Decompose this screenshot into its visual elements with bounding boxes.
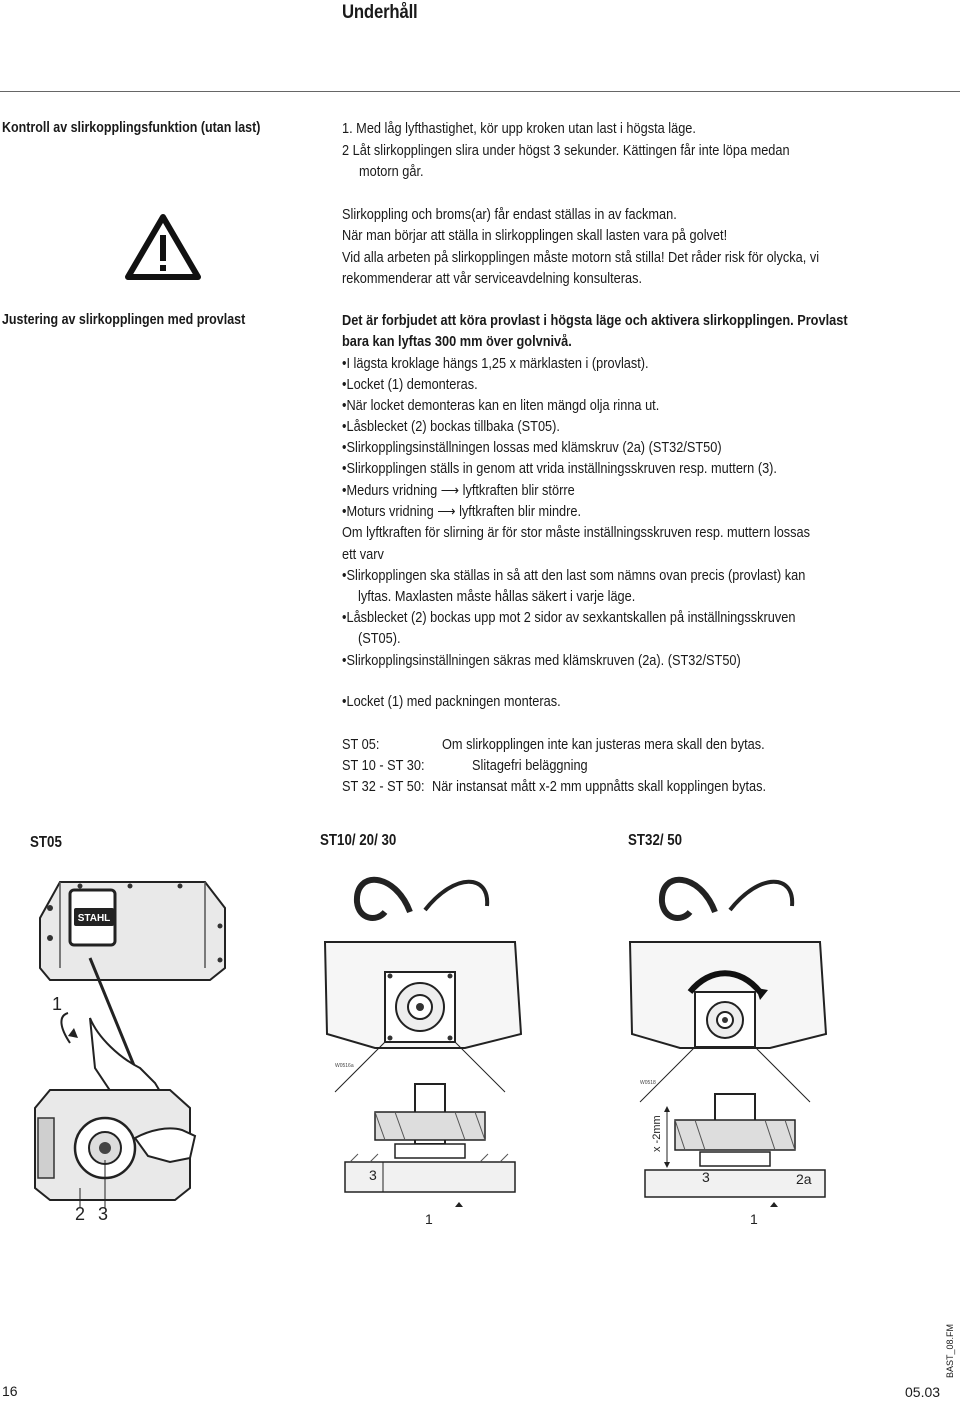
st10-callout-3: 3 — [369, 1167, 377, 1183]
warning-line-3: Vid alla arbeten på slirkopplingen måste motorn stå stilla! Det råder risk för olycka, vi — [342, 250, 820, 266]
list-item: •I lägsta kroklage hängs 1,25 x märklasten i (provlast). — [342, 356, 649, 372]
list-item: •Locket (1) med packningen monteras. — [342, 694, 561, 710]
st10-figure — [315, 862, 530, 1227]
header-divider — [0, 91, 960, 92]
list-item: •Moturs vridning ⟶ lyftkraften blir mindre. — [342, 504, 582, 520]
warning-line-1: Slirkoppling och broms(ar) får endast ställas in av fackman. — [342, 207, 677, 223]
paragraph-line-2: ett varv — [342, 547, 384, 563]
st32-figure-code: W0518 — [640, 1080, 656, 1086]
st32-callout-1: 1 — [750, 1211, 758, 1227]
table-row-key: ST 32 - ST 50: — [342, 779, 425, 795]
figure-label-st32: ST32/ 50 — [628, 832, 683, 849]
st05-brand: STAHL — [77, 913, 111, 924]
step-1: 1. Med låg lyfthastighet, kör upp kroken utan last i högsta läge. — [342, 121, 696, 137]
page-number: 16 — [2, 1383, 18, 1399]
list-item: •Slirkopplingen ska ställas in så att den last som nämns ovan precis (provlast) kan — [342, 568, 806, 584]
section-label-slirkoppling-check: Kontroll av slirkopplingsfunktion (utan last) — [2, 120, 261, 136]
st05-figure — [20, 868, 280, 1228]
warning-triangle-icon — [124, 213, 202, 281]
st05-callout-3: 3 — [98, 1204, 109, 1224]
document-date: 05.03 — [905, 1384, 941, 1400]
file-reference: BAST_08.FM — [945, 1323, 955, 1378]
st32-callout-2a: 2a — [796, 1171, 812, 1187]
figure-label-st05: ST05 — [30, 834, 62, 851]
step-2-continued: motorn går. — [359, 164, 424, 180]
step-2: 2 Låt slirkopplingen slira under högst 3 sekunder. Kättingen får inte löpa medan — [342, 143, 790, 159]
list-item: •Slirkopplingsinställningen lossas med klämskruv (2a) (ST32/ST50) — [342, 440, 722, 456]
st32-figure — [620, 862, 835, 1227]
st32-dim-label: x -2mm — [651, 1115, 663, 1152]
list-item: •När locket demonteras kan en liten mängd olja rinna ut. — [342, 398, 660, 414]
list-item-continued: lyftas. Maxlasten måste hållas säkert i varje läge. — [358, 589, 636, 605]
st05-callout-2: 2 — [75, 1204, 86, 1224]
paragraph-line-1: Om lyftkraften för slirning är för stor måste inställningsskruven resp. muttern lossas — [342, 525, 811, 541]
table-row-key: ST 10 - ST 30: — [342, 758, 425, 774]
list-item: •Låsblecket (2) bockas upp mot 2 sidor av sexkantskallen på inställningsskruven — [342, 610, 796, 626]
intro-line-1: Det är forbjudet att köra provlast i högsta läge och aktivera slirkopplingen. Provlast — [342, 313, 848, 329]
table-row-value: Slitagefri beläggning — [472, 758, 588, 774]
list-item: •Locket (1) demonteras. — [342, 377, 478, 393]
list-item-continued: (ST05). — [358, 631, 401, 647]
table-row-value: När instansat mått x-2 mm uppnåtts skall kopplingen bytas. — [432, 779, 767, 795]
table-row-key: ST 05: — [342, 737, 380, 753]
list-item: •Slirkopplingen ställs in genom att vrida inställningsskruven resp. muttern (3). — [342, 461, 777, 477]
st10-figure-code: W0516a — [335, 1063, 354, 1069]
st05-callout-1: 1 — [52, 994, 63, 1014]
intro-line-2: bara kan lyftas 300 mm över golvnivå. — [342, 334, 572, 350]
table-row-value: Om slirkopplingen inte kan justeras mera skall den bytas. — [442, 737, 765, 753]
list-item: •Slirkopplingsinställningen säkras med klämskruven (2a). (ST32/ST50) — [342, 653, 741, 669]
figure-label-st10: ST10/ 20/ 30 — [320, 832, 397, 849]
list-item: •Låsblecket (2) bockas tillbaka (ST05). — [342, 419, 560, 435]
page-title: Underhåll — [342, 2, 418, 23]
warning-line-2: När man börjar att ställa in slirkopplingen skall lasten vara på golvet! — [342, 228, 728, 244]
st10-callout-1: 1 — [425, 1211, 433, 1227]
st32-callout-3: 3 — [702, 1169, 710, 1185]
section-label-justering: Justering av slirkopplingen med provlast — [2, 312, 246, 328]
list-item: •Medurs vridning ⟶ lyftkraften blir större — [342, 483, 575, 499]
warning-line-4: rekommenderar att vår serviceavdelning konsulteras. — [342, 271, 642, 287]
